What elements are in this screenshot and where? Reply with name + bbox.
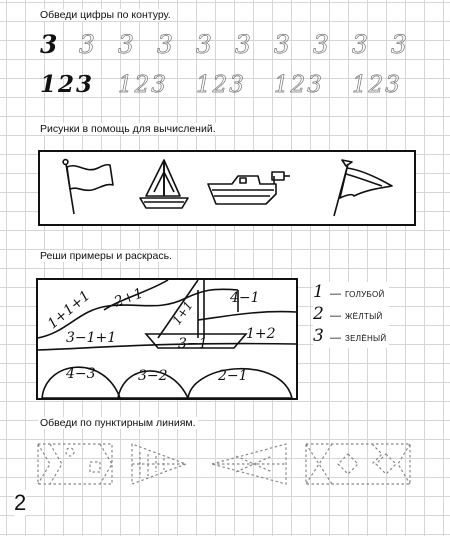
color-legend [313, 282, 389, 348]
dotted-pattern-two [132, 444, 186, 484]
expr-top-left: 1+1+1 [44, 287, 94, 333]
page-number: 2 [14, 490, 27, 515]
digit-three-traced: 3 [235, 30, 251, 59]
expr-mid-left: 3−1+1 [66, 330, 117, 346]
legend-number: 1 [313, 282, 324, 302]
helper-pictures-svg [40, 152, 414, 224]
coloring-scene [36, 278, 298, 400]
digit-three-traced: 3 [391, 30, 407, 59]
sequence-sample: 123 [40, 71, 95, 98]
motorboat-icon [208, 172, 290, 204]
legend-dash: — [330, 310, 341, 322]
sequence-row [40, 70, 430, 100]
flag-icon [63, 160, 113, 214]
expr-bot-right: 2−1 [218, 368, 248, 384]
digit-three-traced: 3 [274, 30, 290, 59]
instruction-solve-color: Реши примеры и раскрась. [40, 250, 172, 262]
legend-color-name: ГОЛУБОЙ [345, 290, 385, 299]
digit-three-sample: 3 [40, 30, 58, 59]
dotted-pattern-one [38, 444, 112, 484]
sequence-traced: 123 [274, 72, 324, 98]
digit-three-traced: 3 [352, 30, 368, 59]
dotted-pattern-four [306, 444, 410, 484]
expr-bot-mid: 3−2 [138, 368, 168, 384]
digit-three-traced: 3 [313, 30, 329, 59]
digit-three-traced: 3 [157, 30, 173, 59]
digit-three-traced: 3 [196, 30, 212, 59]
sequence-traced: 123 [196, 72, 246, 98]
sequence-traced: 123 [352, 72, 402, 98]
legend-row [313, 282, 389, 304]
legend-color-name: ЖЁЛТЫЙ [345, 312, 383, 321]
instruction-helper-pictures: Рисунки в помощь для вычислений. [40, 123, 216, 135]
expr-bot-left: 4−3 [66, 366, 96, 382]
digit-three-traced: 3 [118, 30, 134, 59]
expr-mid-right: 1+2 [246, 326, 276, 342]
expr-top-mid: 2+1 [112, 285, 146, 311]
legend-dash: — [330, 288, 341, 300]
digit-three-traced: 3 [79, 30, 95, 59]
legend-dash: — [330, 332, 341, 344]
dotted-pattern-three [212, 444, 286, 484]
expr-mid-center: 3−1 [178, 336, 208, 352]
legend-number: 3 [313, 326, 324, 346]
legend-color-name: ЗЕЛЁНЫЙ [345, 334, 387, 343]
legend-row [313, 326, 389, 348]
instruction-trace-dotted: Обведи по пунктирным линиям. [40, 417, 196, 429]
helper-pictures-box [38, 150, 416, 226]
dotted-patterns [36, 440, 420, 488]
digit-three-row [40, 30, 430, 60]
instruction-trace-digits: Обведи цифры по контуру. [40, 9, 171, 21]
pennant-icon [334, 160, 392, 216]
legend-row [313, 304, 389, 326]
sailboat-icon [140, 160, 188, 208]
legend-number: 2 [313, 304, 324, 324]
expr-sail: 1+1 [169, 298, 196, 328]
expr-top-right: 4−1 [230, 290, 260, 306]
sequence-traced: 123 [118, 72, 168, 98]
